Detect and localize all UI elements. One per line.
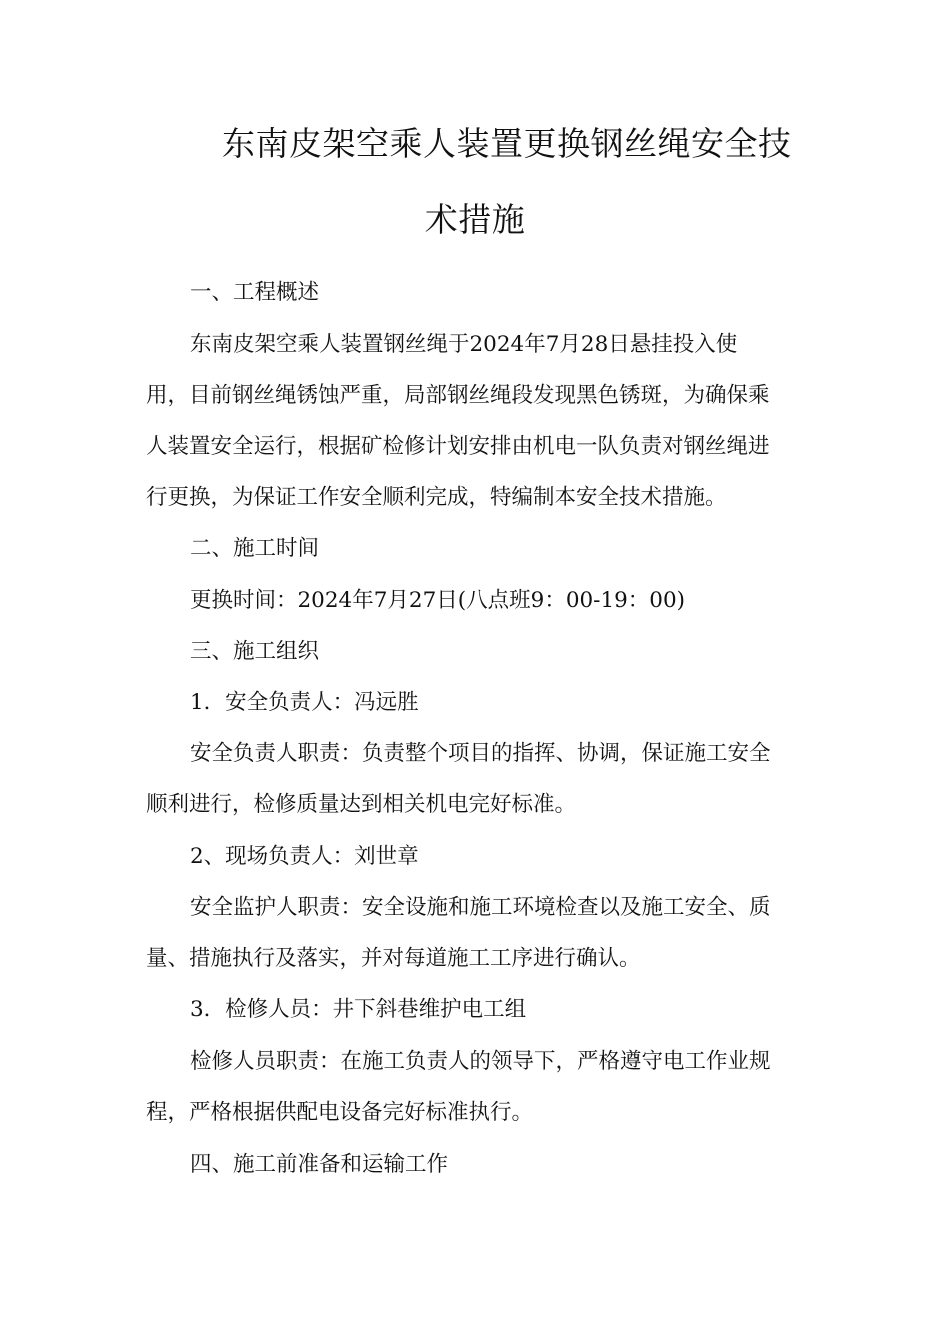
list-item: 2、现场负责人：刘世章: [190, 844, 419, 869]
paragraph-line: 安全负责人职责：负责整个项目的指挥、协调，保证施工安全: [190, 741, 771, 766]
paragraph-line: 顺利进行，检修质量达到相关机电完好标准。: [146, 792, 577, 817]
list-item: 1．安全负责人：冯远胜: [190, 690, 419, 715]
paragraph-line: 用，目前钢丝绳锈蚀严重，局部钢丝绳段发现黑色锈斑，为确保乘: [146, 383, 770, 408]
section-heading-organization: 三、施工组织: [190, 639, 320, 664]
paragraph-line: 东南皮架空乘人装置钢丝绳于2024年7月28日悬挂投入使: [190, 332, 738, 357]
paragraph-line: 行更换，为保证工作安全顺利完成，特编制本安全技术措施。: [146, 485, 727, 510]
paragraph-line: 人装置安全运行，根据矿检修计划安排由机电一队负责对钢丝绳进: [146, 434, 770, 459]
paragraph-line: 量、措施执行及落实，并对每道施工工序进行确认。: [146, 946, 641, 971]
paragraph-line: 更换时间：2024年7月27日(八点班9：00-19：00): [190, 588, 686, 613]
paragraph-line: 检修人员职责：在施工负责人的领导下，严格遵守电工作业规: [190, 1049, 771, 1074]
document-title-line-1: 东南皮架空乘人装置更换钢丝绳安全技: [222, 124, 792, 163]
section-heading-time: 二、施工时间: [190, 536, 320, 561]
list-item: 3．检修人员：井下斜巷维护电工组: [190, 997, 527, 1022]
section-heading-overview: 一、工程概述: [190, 280, 320, 305]
paragraph-line: 程，严格根据供配电设备完好标准执行。: [146, 1100, 534, 1125]
section-heading-preparation: 四、施工前准备和运输工作: [190, 1152, 449, 1177]
document-title-line-2: 术措施: [424, 200, 526, 239]
paragraph-line: 安全监护人职责：安全设施和施工环境检查以及施工安全、质: [190, 895, 771, 920]
